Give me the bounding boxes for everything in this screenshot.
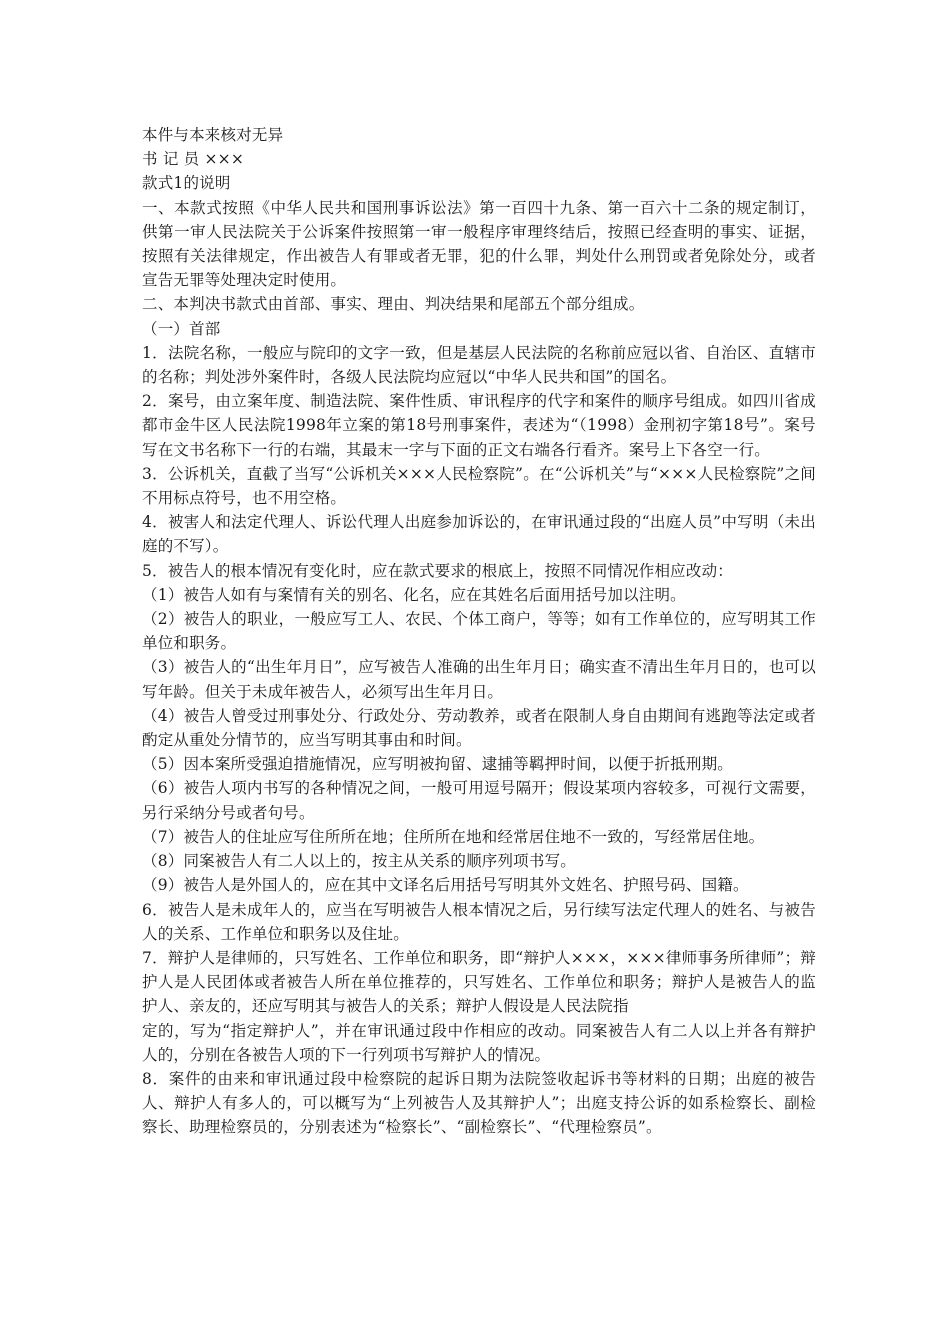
list-item: （2）被告人的职业，一般应写工人、农民、个体工商户，等等；如有工作单位的，应写明其工作单位和职务。 <box>142 610 816 653</box>
section-heading: 款式1的说明 <box>142 174 231 193</box>
paragraph: 8．案件的由来和审讯通过段中检察院的起诉日期为法院签收起诉书等材料的日期；出庭的被告人、辩护人有多人的，可以概写为“上列被告人及其辩护人”；出庭支持公诉的如系检察长、副检察长、助理检察员的，分别表述为“检察长”、“副检察长”、“代理检察员”。 <box>142 1069 816 1137</box>
paragraph: 一、本款式按照《中华人民共和国刑事诉讼法》第一百四十九条、第一百六十二条的规定制订，供第一审人民法院关于公诉案件按照第一审一般程序审理终结后，按照已经查明的事实、证据，按照有关法律规定，作出被告人有罪或者无罪，犯的什么罪，判处什么刑罚或者免除处分，或者宣告无罪等处理决定时使用。 <box>142 198 816 290</box>
document-body <box>142 123 816 1140</box>
clerk-line: 书 记 员 ××× <box>142 150 245 169</box>
list-item: （7）被告人的住址应写住所所在地；住所所在地和经常居住地不一致的，写经常居住地。 <box>142 827 765 846</box>
paragraph: 1．法院名称，一般应与院印的文字一致，但是基层人民法院的名称前应冠以省、自治区、直辖市的名称；判处涉外案件时，各级人民法院均应冠以“中华人民共和国”的国名。 <box>142 343 816 387</box>
paragraph: 二、本判决书款式由首部、事实、理由、判决结果和尾部五个部分组成。 <box>142 295 645 314</box>
list-item: （5）因本案所受强迫措施情况，应写明被拘留、逮捕等羁押时间，以便于折抵刑期。 <box>142 755 733 774</box>
list-item: （8）同案被告人有二人以上的，按主从关系的顺序列项书写。 <box>142 852 576 871</box>
paragraph: 3．公诉机关，直截了当写“公诉机关×××人民检察院”。在“公诉机关”与“×××人民检察院”之间不用标点符号，也不用空格。 <box>142 464 816 508</box>
paragraph: 5．被告人的根本情况有变化时，应在款式要求的根底上，按照不同情况作相应改动： <box>142 561 733 580</box>
list-item: （1）被告人如有与案情有关的别名、化名，应在其姓名后面用括号加以注明。 <box>142 585 686 604</box>
certification-line: 本件与本来核对无异 <box>142 126 284 144</box>
list-item: （3）被告人的“出生年月日”，应写被告人准确的出生年月日；确实查不清出生年月日的，也可以写年龄。但关于未成年被告人，必须写出生年月日。 <box>142 658 816 701</box>
list-item: （6）被告人项内书写的各种情况之间，一般可用逗号隔开；假设某项内容较多，可视行文需要，另行采纳分号或者句号。 <box>142 779 816 822</box>
list-item: （9）被告人是外国人的，应在其中文译名后用括号写明其外文姓名、护照号码、国籍。 <box>142 876 749 895</box>
paragraph: 2．案号，由立案年度、制造法院、案件性质、审讯程序的代字和案件的顺序号组成。如四川省成都市金牛区人民法院1998年立案的第18号刑事案件，表述为“（1998）金刑初字第18号”。案号写在文书名称下一行的右端，其最末一字与下面的正文右端各行看齐。案号上下各空一行。 <box>142 392 816 459</box>
paragraph-continuation: 定的，写为“指定辩护人”，并在审讯通过段中作相应的改动。同案被告人有二人以上并各有辩护人的，分别在各被告人项的下一行列项书写辩护人的情况。 <box>142 1021 816 1064</box>
subsection-heading: （一）首部 <box>142 319 221 338</box>
list-item: （4）被告人曾受过刑事处分、行政处分、劳动教养，或者在限制人身自由期间有逃跑等法定或者酌定从重处分情节的，应当写明其事由和时间。 <box>142 706 816 750</box>
paragraph: 7．辩护人是律师的，只写姓名、工作单位和职务，即“辩护人×××，×××律师事务所律师”；辩护人是人民团体或者被告人所在单位推荐的，只写姓名、工作单位和职务；辩护人是被告人的监护人、亲友的，还应写明其与被告人的关系；辩护人假设是人民法院指 <box>142 948 816 1016</box>
paragraph: 6．被告人是未成年人的，应当在写明被告人根本情况之后，另行续写法定代理人的姓名、与被告人的关系、工作单位和职务以及住址。 <box>142 900 816 943</box>
paragraph: 4．被害人和法定代理人、诉讼代理人出庭参加诉讼的，在审讯通过段的“出庭人员”中写明（未出庭的不写）。 <box>142 513 816 556</box>
